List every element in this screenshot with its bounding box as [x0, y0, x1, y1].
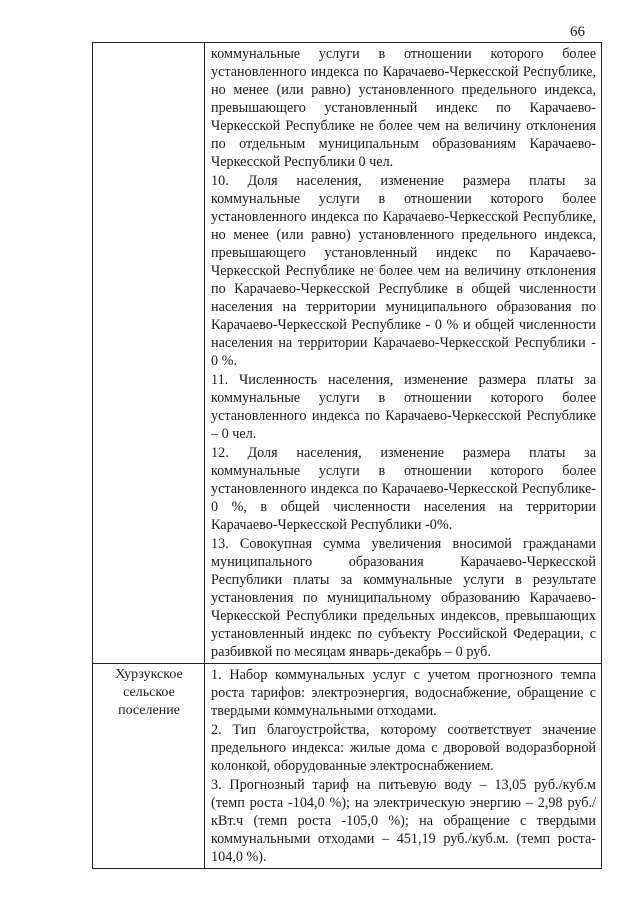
table-row: [93, 664, 602, 869]
paragraph: коммунальные услуги в отношении которого более установленного индекса по Карачаево-Черкесской Республике, но менее (или равно) установленного предельного индекса, превышающего установленный индекс по Карачаево-Черкесской Республике не более чем на величину отклонения по отдельным муниципальным образованиям Карачаево-Черкесской Республики 0 чел.: [211, 46, 596, 170]
paragraph: 10. Доля населения, изменение размера платы за коммунальные услуги в отношении которого более установленного индекса по Карачаево-Черкесской Республике, но менее (или равно) установленного предельного индекса, превышающего установленный индекс по Карачаево-Черкесской Республике не более чем на величину отклонения по Карачаево-Черкесской Республике в общей численности населения на территории муниципального образования по Карачаево-Черкесской Республике - 0 % и общей численности населения на территории Карачаево-Черкесской Республики - 0 %.: [211, 173, 596, 369]
paragraph: 11. Численность населения, изменение размера платы за коммунальные услуги в отношении которого более установленного индекса по Карачаево-Черкесской Республике – 0 чел.: [211, 372, 596, 442]
indicators-cell: [205, 43, 602, 664]
paragraph: 13. Совокупная сумма увеличения вносимой гражданами муниципального образования Карачаево-Черкесской Республики платы за коммунальные услуги в результате установления по муниципальному образованию Карачаево-Черкесской Республики предельных индексов, превышающих установленный индекс по субъекту Российской Федерации, с разбивкой по месяцам январь-декабрь – 0 руб.: [211, 536, 596, 660]
indicators-cell: [205, 664, 602, 869]
table-row: [93, 43, 602, 664]
paragraph: 1. Набор коммунальных услуг с учетом прогнозного темпа роста тарифов: электроэнергия, водоснабжение, обращение с твердыми коммунальными отходами.: [211, 667, 596, 719]
municipality-name-cell: Хурзукское сельское поселение: [93, 664, 205, 869]
page-number: 66: [570, 24, 585, 40]
paragraph: 12. Доля населения, изменение размера платы за коммунальные услуги в отношении которого более установленного индекса по Карачаево-Черкесской Республике- 0 %, в общей численности населения на территории Карачаево-Черкесской Республики -0%.: [211, 445, 596, 533]
paragraph: 2. Тип благоустройства, которому соответствует значение предельного индекса: жилые дома с дворовой водоразборной колонкой, оборудованные электроснабжением.: [211, 722, 596, 774]
document-table: [92, 42, 602, 869]
paragraph: 3. Прогнозный тариф на питьевую воду – 13,05 руб./куб.м (темп роста -104,0 %); на электрическую энергию – 2,98 руб./кВт.ч (темп роста -105,0 %); на обращение с твердыми коммунальными отходами – 451,19 руб./куб.м. (темп роста- 104,0 %).: [211, 777, 596, 865]
municipality-name-cell: [93, 43, 205, 664]
